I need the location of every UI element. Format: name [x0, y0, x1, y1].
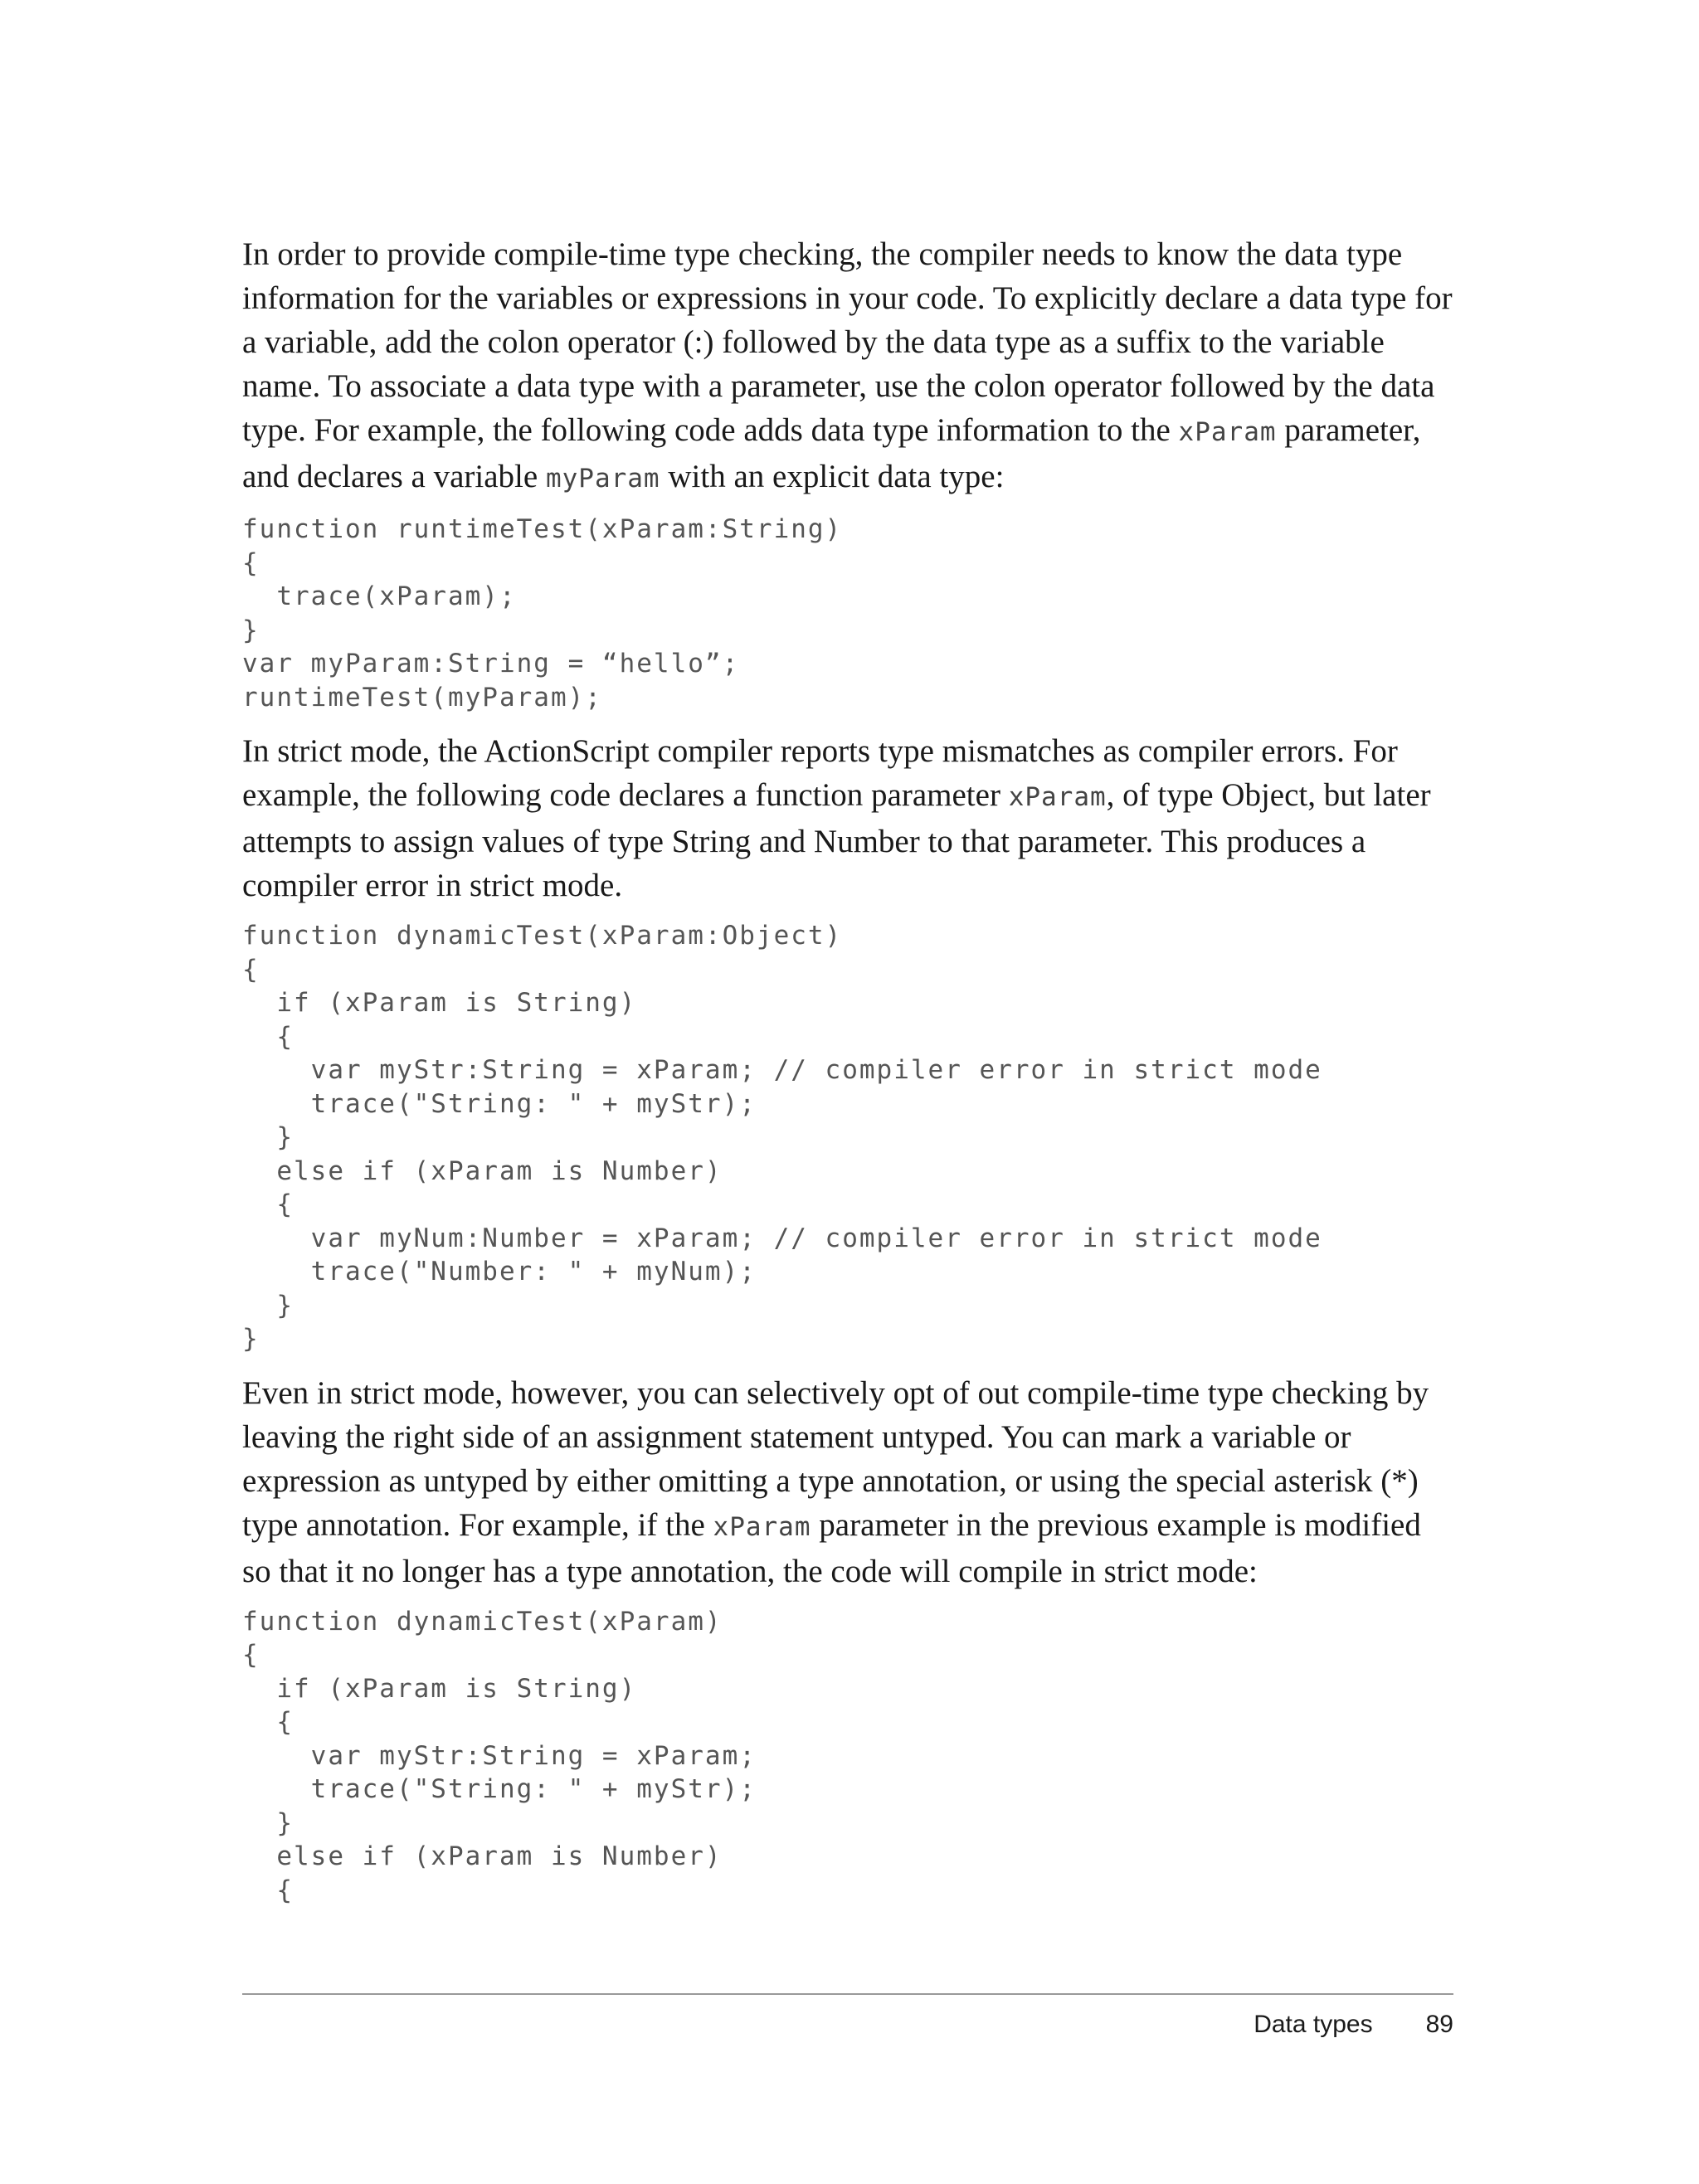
page-footer [1254, 2011, 1453, 2039]
paragraph-text: parameter in the previous example is modified so that it no longer has a type annotation, the code will compile in strict mode: [242, 1506, 1421, 1589]
paragraph-strict-mode [242, 729, 1453, 907]
paragraph-text: In strict mode, the ActionScript compiler reports type mismatches as compiler errors. For example, the following code declares a function parameter [242, 733, 1398, 813]
paragraph-text: parameter, and declares a variable [242, 412, 1421, 494]
paragraph-text: In order to provide compile-time type checking, the compiler needs to know the data type information for the variables or expressions in your code. To explicitly declare a data type for a variable, add the colon operator (:) followed by the data type as a suffix to the variable name. To associate a data type with a parameter, use the colon operator followed by the data type. For example, the following code adds data type information to the [242, 236, 1453, 448]
footer-section-title: Data types [1254, 2011, 1373, 2038]
page-content [242, 232, 1453, 1922]
code-block-runtime-test: function runtimeTest(xParam:String) { trace(xParam); } var myParam:String = “hello”; runtimeTest(myParam); [242, 514, 843, 713]
inline-code: myParam [545, 464, 660, 494]
code-block-dynamic-test-untyped: function dynamicTest(xParam) { if (xParam is String) { var myStr:String = xParam; trace("String: " + myStr); } else if (xParam is Number) { [242, 1606, 757, 1905]
paragraph-text: , of type Object, but later attempts to assign values of type String and Number to that parameter. This produces a compiler error in strict mode. [242, 777, 1431, 903]
code-block-dynamic-test-object: function dynamicTest(xParam:Object) { if (xParam is String) { var myStr:String = xParam; // compiler error in strict mode trace("String: " + myStr); } else if (xParam is Number) { var myNum:Number = xParam; // compiler error in strict mode trace("Number: " + myNum); } } [242, 921, 1322, 1354]
paragraph-text: with an explicit data type: [660, 459, 1005, 494]
inline-code: xParam [1008, 782, 1107, 812]
paragraph-text: Even in strict mode, however, you can selectively opt of out compile-time type checking by leaving the right side of an assignment statement untyped. You can mark a variable or expression as untyped by either omitting a type annotation, or using the special asterisk (*) type annotation. For example, if the [242, 1374, 1429, 1543]
inline-code: xParam [1178, 417, 1277, 447]
footer-rule [242, 1993, 1453, 1995]
paragraph-type-annotation [242, 232, 1453, 501]
inline-code: xParam [713, 1511, 811, 1542]
paragraph-untyped [242, 1371, 1453, 1593]
page-number: 89 [1425, 2011, 1453, 2038]
